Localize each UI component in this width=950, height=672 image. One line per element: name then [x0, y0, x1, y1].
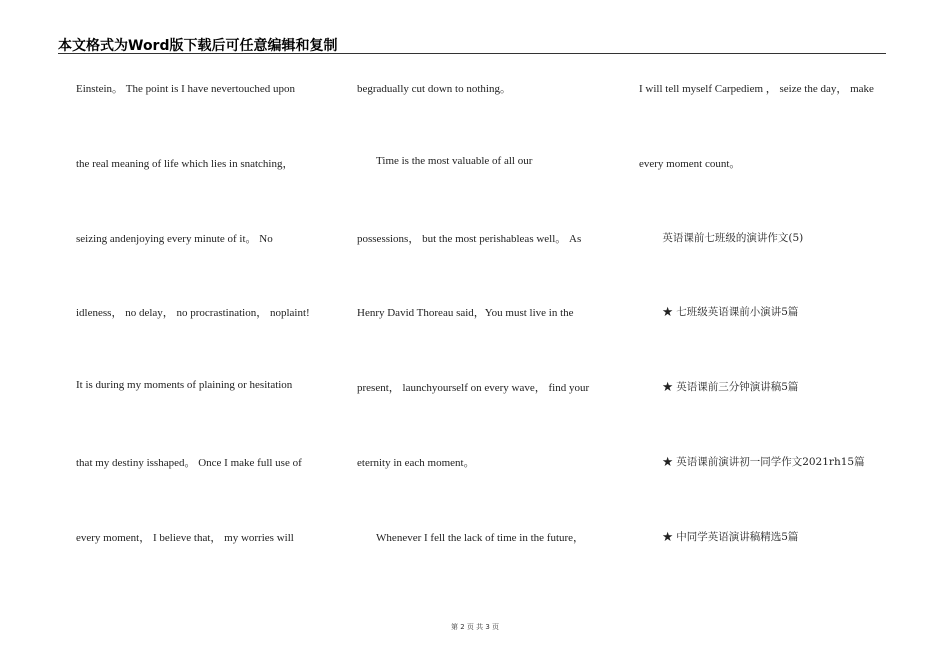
- text-line: present， launchyourself on every wave， find your: [357, 382, 590, 394]
- related-article-link[interactable]: ★ 中同学英语演讲稿精选5篇: [639, 531, 799, 543]
- text-line: every moment， I believe that， my worries will: [76, 532, 294, 544]
- related-article-link[interactable]: ★ 七班级英语课前小演讲5篇: [639, 306, 799, 318]
- related-article-heading: 英语课前七班级的演讲作文(5): [639, 232, 804, 244]
- text-line: idleness， no delay， no procrastination， noplaint!: [76, 307, 310, 319]
- text-line: Henry David Thoreau said，You must live in the: [357, 307, 574, 319]
- text-line: Whenever I fell the lack of time in the future，: [357, 532, 585, 544]
- document-header-title: 本文格式为Word版下载后可任意编辑和复制: [58, 38, 338, 54]
- text-line: eternity in each moment。: [357, 457, 475, 469]
- text-line: that my destiny isshaped。 Once I make full use of: [76, 457, 302, 469]
- text-line: seizing andenjoying every minute of it。 No: [76, 233, 273, 245]
- text-line: Time is the most valuable of all our: [357, 155, 533, 167]
- related-article-link[interactable]: ★ 英语课前演讲初一同学作文2021rh15篇: [639, 456, 865, 468]
- page-number-footer: 第 2 页 共 3 页: [450, 623, 500, 631]
- text-line: the real meaning of life which lies in snatching，: [76, 158, 294, 170]
- related-article-link[interactable]: ★ 英语课前三分钟演讲稿5篇: [639, 381, 799, 393]
- text-line: begradually cut down to nothing。: [357, 83, 511, 95]
- header-divider: [58, 53, 886, 54]
- text-line: possessions， but the most perishableas well。 As: [357, 233, 582, 245]
- text-line: Einstein。 The point is I have nevertouched upon: [76, 83, 296, 95]
- text-line: I will tell myself Carpediem ， seize the day， make: [639, 83, 874, 95]
- text-line: every moment count。: [639, 158, 741, 170]
- text-line: It is during my moments of plaining or hesitation: [76, 379, 293, 391]
